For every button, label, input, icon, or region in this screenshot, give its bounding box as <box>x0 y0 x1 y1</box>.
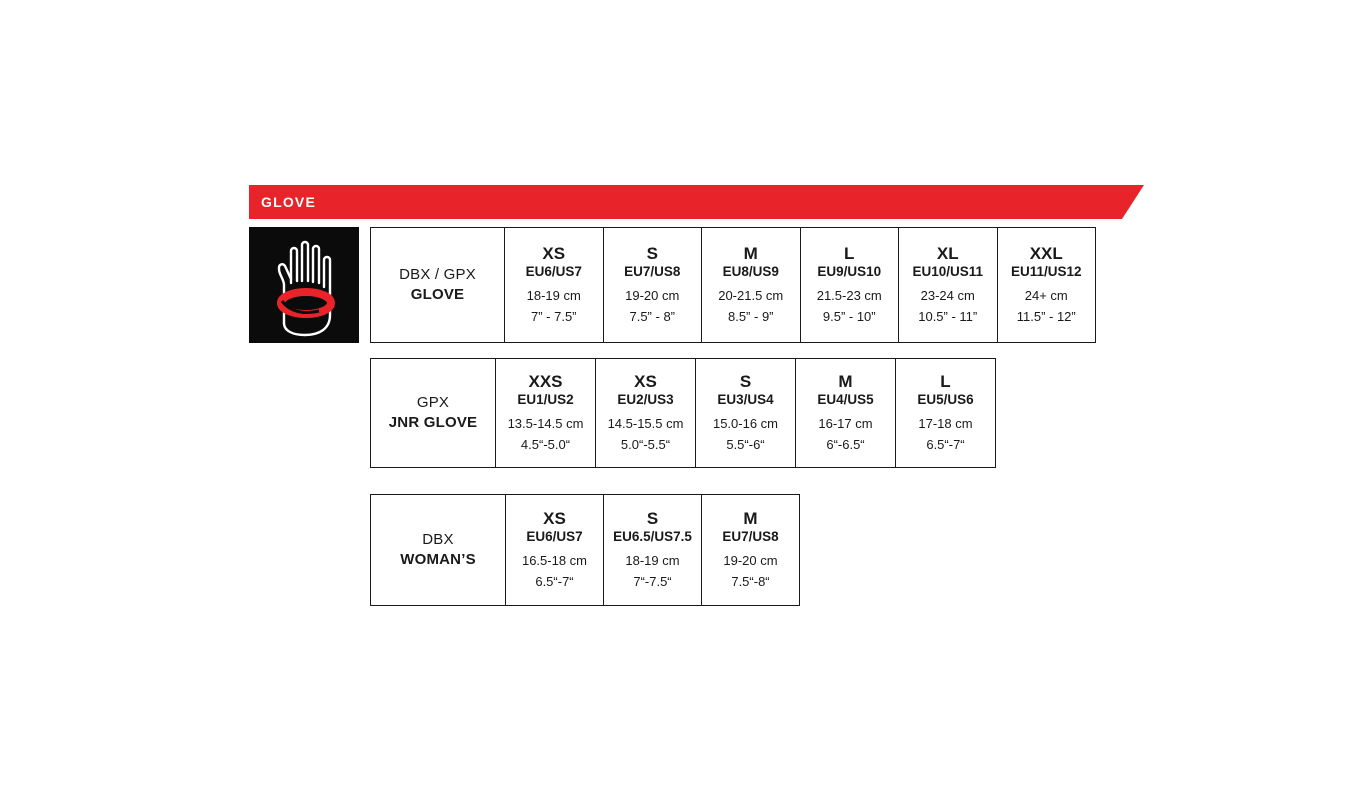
size-name: XS <box>542 244 566 264</box>
size-cm: 19-20 cm <box>625 288 680 304</box>
row-label-kind: GLOVE <box>410 286 465 303</box>
size-inch: 5.5“-6“ <box>726 436 765 452</box>
size-cm: 21.5-23 cm <box>816 288 882 304</box>
size-name: M <box>743 509 758 529</box>
size-euus: EU2/US3 <box>617 392 674 408</box>
size-column <box>702 228 801 342</box>
size-euus: EU9/US10 <box>817 264 882 280</box>
size-column <box>496 359 596 467</box>
size-cm: 14.5-15.5 cm <box>607 416 684 432</box>
size-column <box>998 228 1096 342</box>
row-label-womans-glove <box>371 495 506 605</box>
size-euus: EU7/US8 <box>624 264 681 280</box>
size-cm: 24+ cm <box>1024 288 1068 304</box>
size-euus: EU10/US11 <box>912 264 984 280</box>
size-column <box>506 495 604 605</box>
size-column <box>696 359 796 467</box>
row-label-brand: DBX / GPX <box>399 266 476 284</box>
size-name: S <box>646 509 659 529</box>
row-label-brand: GPX <box>416 394 450 412</box>
size-column <box>596 359 696 467</box>
size-name: XXL <box>1029 244 1063 264</box>
size-euus: EU6.5/US7.5 <box>613 529 692 545</box>
row-label-jnr-glove <box>371 359 496 467</box>
size-inch: 8.5” - 9” <box>727 308 774 324</box>
glove-hand-illustration-icon <box>249 227 359 343</box>
row-label-kind: JNR GLOVE <box>388 414 478 431</box>
size-cm: 16-17 cm <box>818 416 873 432</box>
size-chart-womans-glove <box>370 494 800 606</box>
size-column <box>899 228 998 342</box>
size-inch: 7“-7.5“ <box>633 573 672 589</box>
banner-title: GLOVE <box>261 194 317 210</box>
size-euus: EU7/US8 <box>722 529 779 545</box>
size-cm: 19-20 cm <box>723 553 778 569</box>
size-cm: 23-24 cm <box>920 288 975 304</box>
size-inch: 11.5” - 12” <box>1016 308 1076 324</box>
size-euus: EU3/US4 <box>717 392 774 408</box>
size-euus: EU6/US7 <box>525 264 582 280</box>
size-name: M <box>743 244 758 264</box>
size-column <box>604 495 702 605</box>
size-euus: EU1/US2 <box>517 392 574 408</box>
glove-section-banner <box>249 185 1144 219</box>
size-euus: EU11/US12 <box>1010 264 1082 280</box>
size-column <box>604 228 703 342</box>
size-inch: 10.5” - 11” <box>918 308 978 324</box>
size-cells-jnr <box>496 359 995 467</box>
size-name: XXS <box>528 372 563 392</box>
size-inch: 7” - 7.5” <box>530 308 577 324</box>
size-cm: 13.5-14.5 cm <box>507 416 584 432</box>
size-inch: 7.5” - 8” <box>629 308 675 324</box>
size-cells-adult <box>505 228 1095 342</box>
row-label-adult-glove <box>371 228 505 342</box>
size-chart-jnr-glove <box>370 358 996 468</box>
size-column <box>801 228 900 342</box>
size-column <box>896 359 995 467</box>
size-name: M <box>838 372 853 392</box>
size-name: S <box>646 244 658 264</box>
size-inch: 6“-6.5“ <box>826 436 865 452</box>
size-column <box>702 495 799 605</box>
size-inch: 6.5“-7“ <box>926 436 965 452</box>
size-cm: 18-19 cm <box>526 288 581 304</box>
size-name: XL <box>936 244 959 264</box>
size-inch: 9.5” - 10” <box>822 308 876 324</box>
size-cm: 16.5-18 cm <box>521 553 588 569</box>
size-cm: 20-21.5 cm <box>718 288 784 304</box>
size-euus: EU8/US9 <box>722 264 779 280</box>
size-inch: 7.5“-8“ <box>731 573 770 589</box>
size-inch: 6.5“-7“ <box>535 573 574 589</box>
size-cm: 17-18 cm <box>918 416 973 432</box>
size-inch: 5.0“-5.5“ <box>620 436 671 452</box>
size-cm: 18-19 cm <box>625 553 680 569</box>
banner-shape <box>249 185 1144 219</box>
size-name: XS <box>634 372 657 392</box>
size-name: XS <box>543 509 566 529</box>
size-name: L <box>844 244 855 264</box>
size-column <box>505 228 604 342</box>
row-label-kind: WOMAN’S <box>400 551 476 568</box>
size-chart-adult-glove <box>370 227 1096 343</box>
size-euus: EU6/US7 <box>526 529 583 545</box>
size-euus: EU4/US5 <box>817 392 874 408</box>
size-inch: 4.5“-5.0“ <box>520 436 571 452</box>
size-cells-womans <box>506 495 799 605</box>
size-name: S <box>739 372 752 392</box>
glove-illustration-tile <box>249 227 359 343</box>
size-column <box>796 359 896 467</box>
size-cm: 15.0-16 cm <box>712 416 779 432</box>
size-name: L <box>940 372 951 392</box>
size-euus: EU5/US6 <box>917 392 974 408</box>
row-label-brand: DBX <box>422 531 454 549</box>
